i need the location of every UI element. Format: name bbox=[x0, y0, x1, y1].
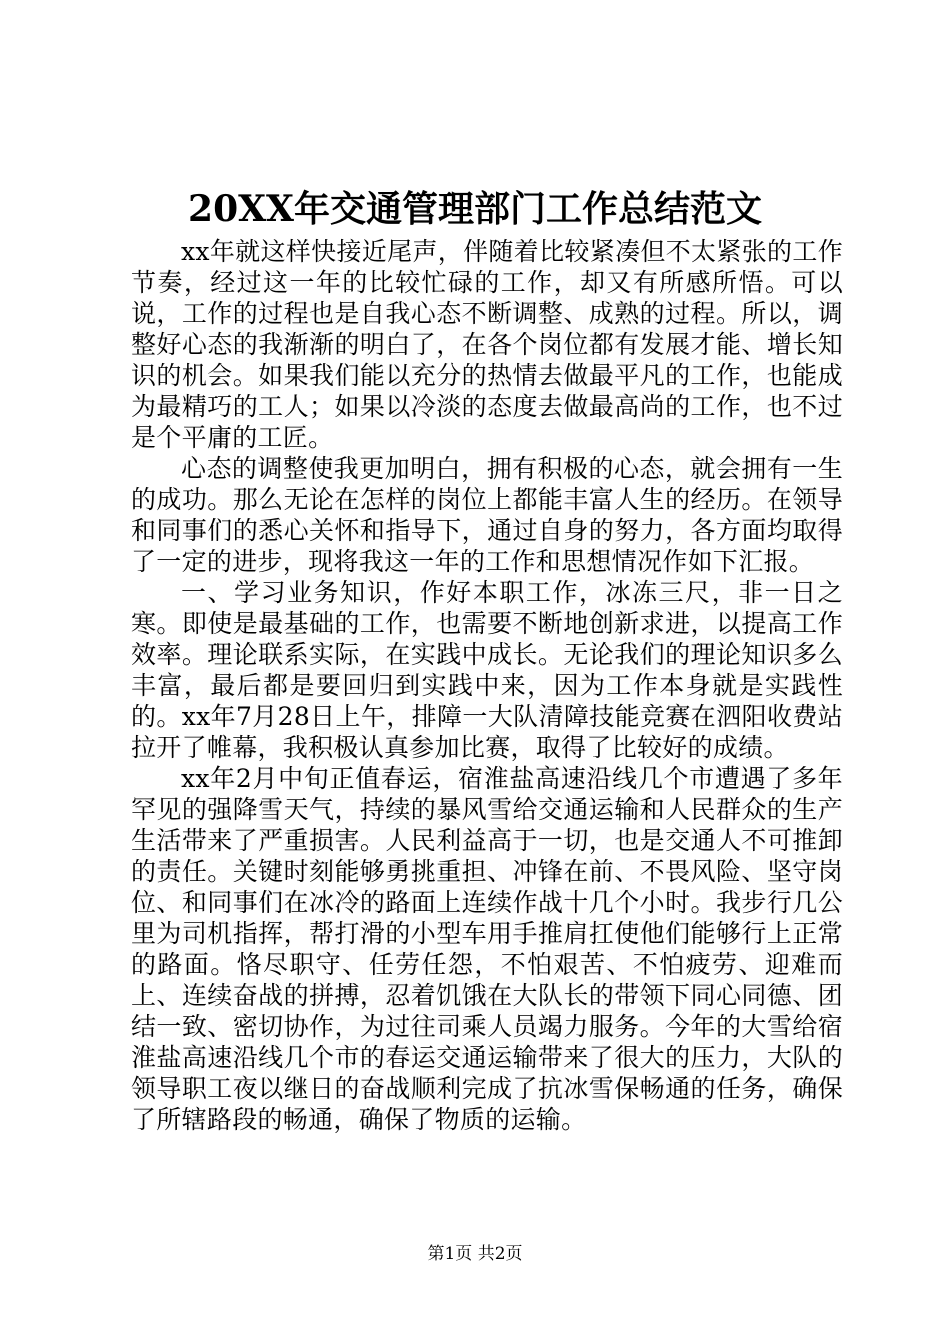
paragraph-4: xx年2月中旬正值春运，宿淮盐高速沿线几个市遭遇了多年罕见的强降雪天气，持续的暴风雪给交通运输和人民群众的生产生活带来了严重损害。人民利益高于一切，也是交通人不可推卸的责任。关键时刻能够勇挑重担、冲锋在前、不畏风险、坚守岗位、和同事们在冰冷的路面上连续作战十几个小时。我步行几公里为司机指挥，帮打滑的小型车用手推肩扛使他们能够行上正常的路面。恪尽职守、任劳任怨，不怕艰苦、不怕疲劳、迎难而上、连续奋战的拼搏，忍着饥饿在大队长的带领下同心同德、团结一致、密切协作，为过往司乘人员竭力服务。今年的大雪给宿淮盐高速沿线几个市的春运交通运输带来了很大的压力，大队的领导职工夜以继日的奋战顺利完成了抗冰雪保畅通的任务，确保了所辖路段的畅通，确保了物质的运输。 bbox=[131, 764, 843, 1134]
paragraph-2: 心态的调整使我更加明白，拥有积极的心态，就会拥有一生的成功。那么无论在怎样的岗位上都能丰富人生的经历。在领导和同事们的悉心关怀和指导下，通过自身的努力，各方面均取得了一定的进步，现将我这一年的工作和思想情况作如下汇报。 bbox=[131, 454, 843, 576]
document-title: 20XX年交通管理部门工作总结范文 bbox=[188, 188, 762, 230]
paragraph-1: xx年就这样快接近尾声，伴随着比较紧凑但不太紧张的工作节奏，经过这一年的比较忙碌的工作，却又有所感所悟。可以说，工作的过程也是自我心态不断调整、成熟的过程。所以，调整好心态的我渐渐的明白了，在各个岗位都有发展才能、增长知识的机会。如果我们能以充分的热情去做最平凡的工作，也能成为最精巧的工人；如果以冷淡的态度去做最高尚的工作，也不过是个平庸的工匠。 bbox=[131, 237, 843, 452]
document-body bbox=[131, 236, 843, 1135]
page-number-footer: 第1页 共2页 bbox=[427, 1244, 523, 1264]
paragraph-3: 一、学习业务知识，作好本职工作，冰冻三尺，非一日之寒。即使是最基础的工作，也需要不断地创新求进，以提高工作效率。理论联系实际，在实践中成长。无论我们的理论知识多么丰富，最后都是要回归到实践中来，因为工作本身就是实践性的。xx年7月28日上午，排障一大队清障技能竞赛在泗阳收费站拉开了帷幕，我积极认真参加比赛，取得了比较好的成绩。 bbox=[131, 578, 843, 762]
